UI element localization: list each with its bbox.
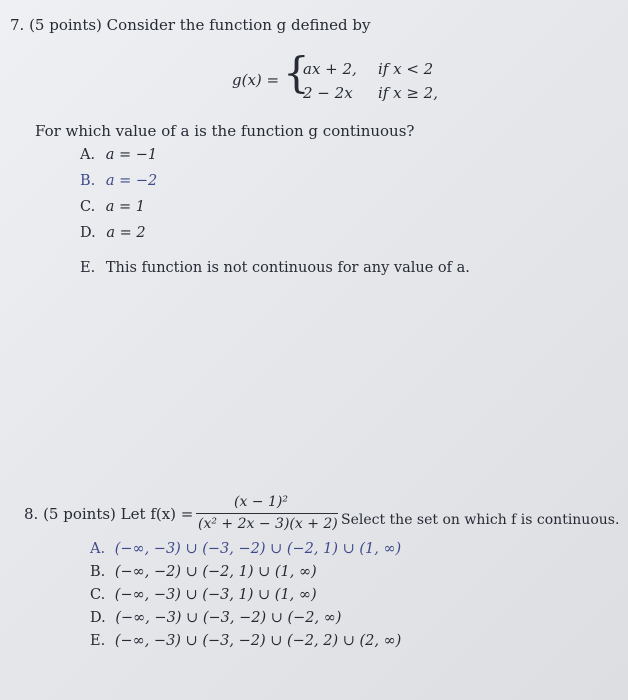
q8-option-a[interactable] bbox=[90, 541, 401, 557]
q8-denominator: (x² + 2x − 3)(x + 2) bbox=[198, 516, 338, 532]
q7-option-d[interactable] bbox=[80, 225, 146, 241]
q7-case-1-cond: if x < 2 bbox=[378, 60, 434, 78]
option-text: (−∞, −3) ∪ (−3, −2) ∪ (−2, 1) ∪ (1, ∞) bbox=[114, 541, 402, 557]
q8-suffix: Select the set on which f is continuous. bbox=[341, 512, 620, 528]
q7-case-2-expr: 2 − 2x bbox=[303, 84, 353, 102]
q8-option-b[interactable] bbox=[90, 564, 317, 580]
option-text: This function is not continuous for any value of a. bbox=[105, 260, 470, 276]
q8-option-d[interactable] bbox=[90, 610, 341, 626]
q8-prefix: 8. (5 points) Let f(x) = bbox=[24, 505, 194, 523]
option-text: a = 2 bbox=[106, 225, 146, 241]
option-label: A. bbox=[80, 147, 96, 163]
q7-option-e[interactable] bbox=[80, 260, 470, 276]
q8-option-c[interactable] bbox=[90, 587, 317, 603]
q8-fraction-bar bbox=[196, 513, 338, 514]
option-label: C. bbox=[90, 587, 106, 603]
option-text: (−∞, −3) ∪ (−3, −2) ∪ (−2, ∞) bbox=[115, 610, 342, 626]
option-label: A. bbox=[90, 541, 106, 557]
q7-option-b[interactable] bbox=[80, 173, 157, 189]
q7-option-c[interactable] bbox=[80, 199, 145, 215]
option-label: D. bbox=[90, 610, 106, 626]
option-label: C. bbox=[80, 199, 96, 215]
q7-option-a[interactable] bbox=[80, 147, 157, 163]
q7-function-lhs: g(x) = bbox=[232, 71, 280, 89]
option-label: B. bbox=[90, 564, 106, 580]
option-text: a = −2 bbox=[105, 173, 158, 189]
q8-numerator: (x − 1)² bbox=[234, 494, 288, 510]
q7-question: For which value of a is the function g continuous? bbox=[35, 122, 415, 140]
option-text: (−∞, −2) ∪ (−2, 1) ∪ (1, ∞) bbox=[114, 564, 317, 580]
option-text: (−∞, −3) ∪ (−3, −2) ∪ (−2, 2) ∪ (2, ∞) bbox=[114, 633, 402, 649]
q7-case-2-cond: if x ≥ 2, bbox=[378, 84, 438, 102]
q7-brace: { bbox=[283, 48, 310, 97]
q8-fraction bbox=[196, 494, 338, 534]
option-text: (−∞, −3) ∪ (−3, 1) ∪ (1, ∞) bbox=[114, 587, 317, 603]
option-text: a = −1 bbox=[105, 147, 158, 163]
q7-case-1-expr: ax + 2, bbox=[303, 60, 357, 78]
option-label: D. bbox=[80, 225, 96, 241]
q7-header: 7. (5 points) Consider the function g defined by bbox=[10, 16, 371, 34]
option-text: a = 1 bbox=[105, 199, 146, 215]
q8-option-e[interactable] bbox=[90, 633, 401, 649]
option-label: E. bbox=[90, 633, 106, 649]
option-label: E. bbox=[80, 260, 96, 276]
option-label: B. bbox=[80, 173, 96, 189]
